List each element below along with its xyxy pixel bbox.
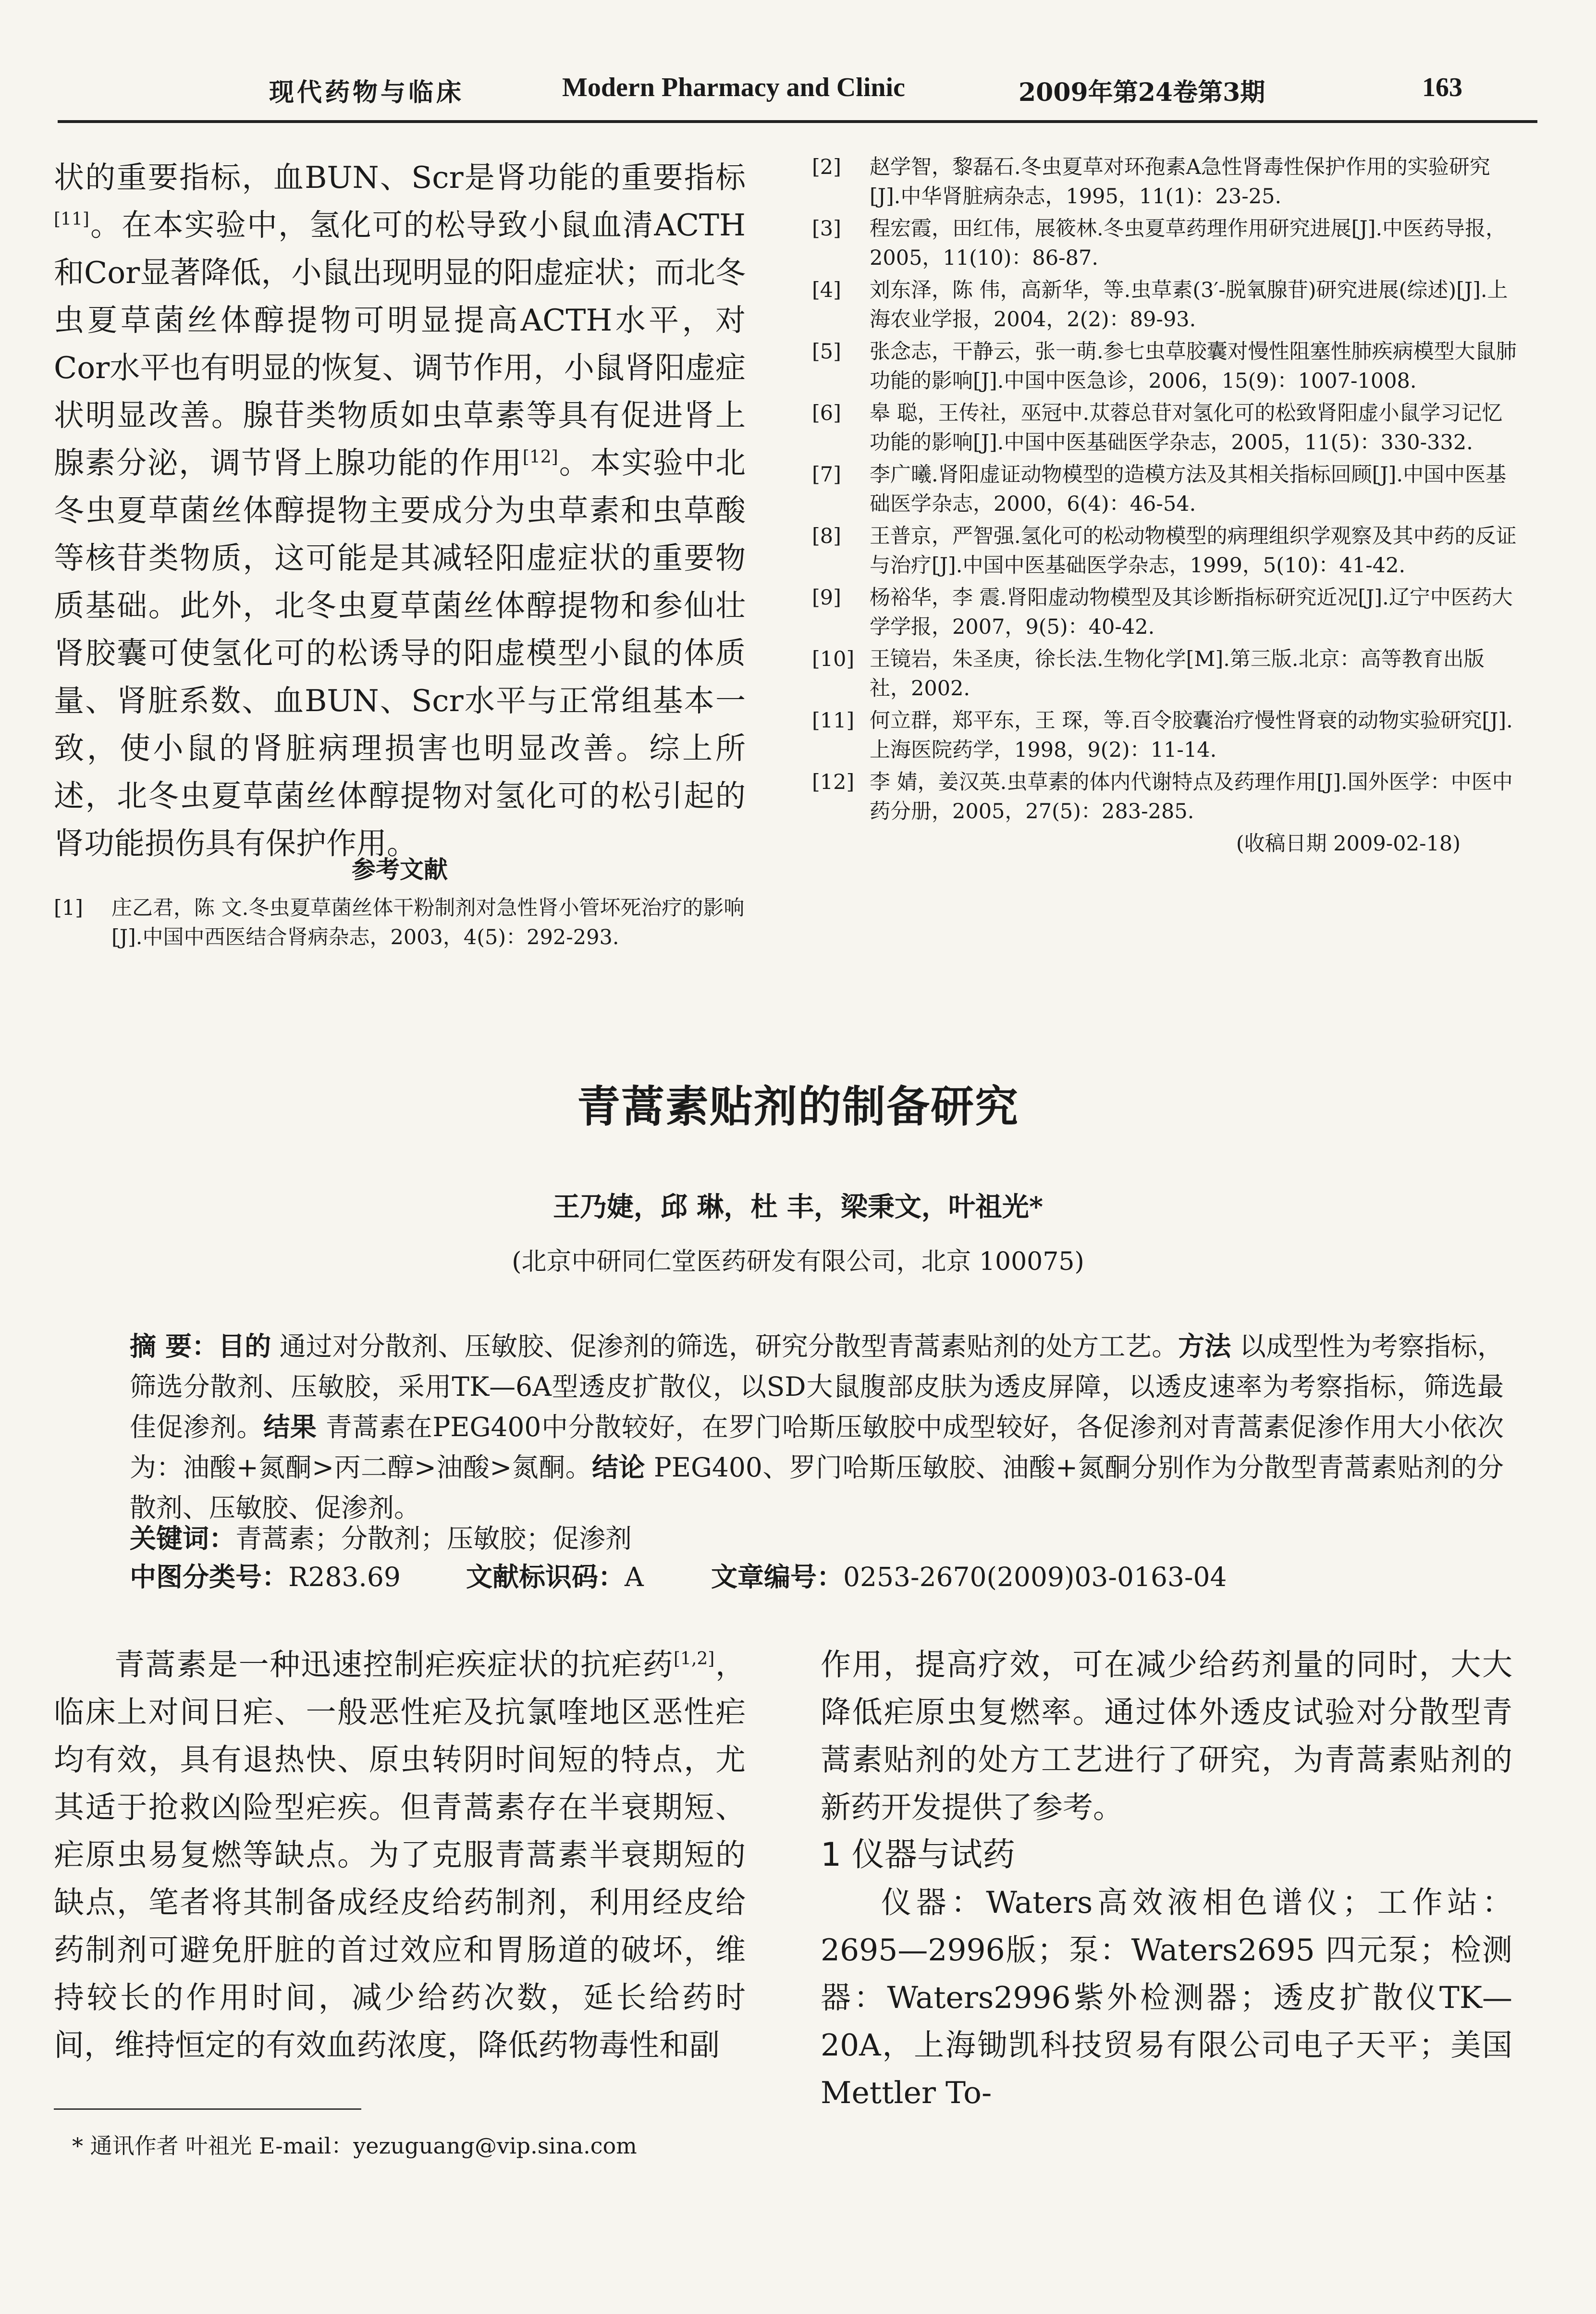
reference-item: [812, 276, 1518, 334]
abstract-objective: 通过对分散剂、压敏胶、促渗剂的筛选，研究分散型青蒿素贴剂的处方工艺。: [279, 1331, 1179, 1362]
reference-number: [10]: [812, 647, 855, 671]
section-paragraph: 仪器：Waters高效液相色谱仪；工作站：2695—2996版；泵：Waters2695 四元泵；检测器：Waters2996紫外检测器；透皮扩散仪TK—20A，上海锄凯科技贸易有限公司电子天平；美国Mettler To-: [821, 1885, 1512, 2110]
reference-text: 王镜岩，朱圣庚，徐长法.生物化学[M].第三版.北京：高等教育出版社，2002.: [870, 647, 1485, 701]
reference-number: [6]: [812, 401, 841, 425]
reference-item: [812, 460, 1518, 519]
intro-paragraph: [54, 1641, 746, 2069]
reference-item: [812, 337, 1518, 396]
abstract-result: 青蒿素在PEG400中分散较好，在罗门哈斯压敏胶中成型较好，各促渗剂对青蒿素促渗作用大小依次为：油酸+氮酮>丙二醇>油酸>氮酮。: [130, 1412, 1504, 1483]
reference-item: [812, 706, 1518, 765]
reference-number: [1]: [54, 896, 83, 920]
reference-text: 李广曦.肾阳虚证动物模型的造模方法及其相关指标回顾[J].中国中医基础医学杂志，2000，6(4)：46-54.: [870, 463, 1507, 516]
reference-number: [8]: [812, 524, 841, 548]
abstract-conclusion-label: 结论: [592, 1452, 645, 1483]
received-date: (收稿日期 2009-02-18): [1236, 832, 1461, 856]
abstract-label: 摘 要：: [130, 1331, 219, 1362]
article-body-right: [821, 1641, 1512, 2117]
reference-item: [812, 214, 1518, 273]
article-authors: 王乃婕，邱 琳，杜 丰，梁秉文，叶祖光*: [552, 1191, 1044, 1223]
article-body-left: [54, 1641, 746, 2069]
abstract-method-label: 方法: [1178, 1331, 1231, 1362]
citation-marker: [11]: [54, 209, 89, 229]
reference-item: [812, 583, 1518, 642]
abstract-method: 以成型性为考察指标，筛选分散剂、压敏胶，采用TK—6A型透皮扩散仪，以SD大鼠腹部皮肤为透皮屏障，以透皮速率为考察指标，筛选最佳促渗剂。: [130, 1331, 1504, 1442]
reference-number: [11]: [812, 709, 855, 733]
footnote-rule: [54, 2108, 361, 2110]
page-number: 163: [1422, 73, 1462, 102]
reference-number: [12]: [812, 770, 855, 794]
footnote: * 通讯作者 叶祖光 E-mail：yezuguang@vip.sina.com: [72, 2133, 637, 2159]
article-number-group: [711, 1558, 1227, 1596]
body-text: 。本实验中北冬虫夏草菌丝体醇提物主要成分为虫草素和虫草酸等核苷类物质，这可能是其减轻阳虚症状的重要物质基础。此外，北冬虫夏草菌丝体醇提物和参仙壮肾胶囊可使氢化可的松诱导的阳虚模型小鼠的体质量、肾脏系数、血BUN、Scr水平与正常组基本一致，使小鼠的肾脏病理损害也明显改善。综上所述，北冬虫夏草菌丝体醇提物对氢化可的松引起的肾功能损伤具有保护作用。: [54, 445, 746, 861]
body-text: 状的重要指标，血BUN、Scr是肾功能的重要指标: [54, 160, 746, 195]
reference-item: [54, 894, 746, 952]
reference-text: 庄乙君，陈 文.冬虫夏草菌丝体干粉制剂对急性肾小管坏死治疗的影响[J].中国中西医结合肾病杂志，2003，4(5)：292-293.: [111, 896, 745, 949]
reference-number: [3]: [812, 217, 841, 241]
reference-text: 何立群，郑平东，王 琛，等.百令胶囊治疗慢性肾衰的动物实验研究[J].上海医院药学，1998，9(2)：11-14.: [870, 709, 1513, 762]
intro-paragraph-cont: 作用，提高疗效，可在减少给药剂量的同时，大大降低疟原虫复燃率。通过体外透皮试验对分散型青蒿素贴剂的处方工艺进行了研究，为青蒿素贴剂的新药开发提供了参考。: [821, 1647, 1512, 1825]
doc-code-label: 文献标识码：: [466, 1562, 625, 1592]
reference-text: 刘东泽，陈 伟，高新华，等.虫草素(3′-脱氧腺苷)研究进展(综述)[J].上海农业学报，2004，2(2)：89-93.: [870, 278, 1508, 332]
body-text: 青蒿素是一种迅速控制疟疾症状的抗疟药: [114, 1647, 674, 1682]
section-heading: 1 仪器与试药: [821, 1836, 1015, 1874]
reference-text: 杨裕华，李 震.肾阳虚动物模型及其诊断指标研究近况[J].辽宁中医药大学学报，2007，9(5)：40-42.: [870, 586, 1513, 639]
clc-code: R283.69: [288, 1562, 401, 1592]
abstract-objective-label: 目的: [218, 1331, 271, 1362]
reference-text: 程宏霞，田红伟，展筱林.冬虫夏草药理作用研究进展[J].中医药导报，2005，11(10)：86-87.: [870, 217, 1507, 270]
reference-text: 皋 聪，王传社，巫冠中.苁蓉总苷对氢化可的松致肾阳虚小鼠学习记忆功能的影响[J].中国中医基础医学杂志，2005，11(5)：330-332.: [870, 401, 1503, 455]
clc-label: 中图分类号：: [130, 1562, 289, 1592]
reference-item: [812, 399, 1518, 457]
reference-list-right: [812, 153, 1518, 859]
reference-number: [9]: [812, 586, 841, 610]
citation-marker: [1,2]: [674, 1649, 715, 1669]
abstract-conclusion: PEG400、罗门哈斯压敏胶、油酸+氮酮分别作为分散型青蒿素贴剂的分散剂、压敏胶、促渗剂。: [130, 1452, 1504, 1523]
reference-number: [5]: [812, 340, 841, 364]
reference-text: 王普京，严智强.氢化可的松动物模型的病理组织学观察及其中药的反证与治疗[J].中国中医基础医学杂志，1999，5(10)：41-42.: [870, 524, 1517, 578]
article-title: 青蒿素贴剂的制备研究: [577, 1082, 1019, 1132]
reference-text: 张念志，干静云，张一萌.参七虫草胶囊对慢性阻塞性肺疾病模型大鼠肺功能的影响[J].中国中医急诊，2006，15(9)：1007-1008.: [870, 340, 1517, 393]
article-number: 0253-2670(2009)03-0163-04: [843, 1562, 1227, 1592]
reference-list-left: [54, 894, 746, 955]
running-header-journal-en: Modern Pharmacy and Clinic: [562, 73, 905, 102]
keywords-line: [130, 1519, 1504, 1558]
prev-article-paragraph: [54, 154, 746, 867]
reference-number: [7]: [812, 463, 841, 487]
reference-text: 赵学智，黎磊石.冬虫夏草对环孢素A急性肾毒性保护作用的实验研究[J].中华肾脏病杂志，1995，11(1)：23-25.: [870, 155, 1490, 209]
reference-item: [812, 153, 1518, 211]
running-header-issue: 2009年第24卷第3期: [1019, 78, 1265, 107]
reference-item: [812, 768, 1518, 826]
reference-number: [2]: [812, 155, 841, 179]
references-heading: 参考文献: [352, 855, 448, 884]
article-affiliation: (北京中研同仁堂医药研发有限公司，北京 100075): [512, 1247, 1084, 1276]
doc-code: A: [625, 1562, 644, 1592]
reference-item: [812, 645, 1518, 703]
abstract: [130, 1326, 1504, 1528]
citation-marker: [12]: [522, 447, 558, 467]
body-text: ，临床上对间日疟、一般恶性疟及抗氯喹地区恶性疟均有效，具有退热快、原虫转阴时间短的特点，尤其适于抢救凶险型疟疾。但青蒿素存在半衰期短、疟原虫易复燃等缺点。为了克服青蒿素半衰期短的缺点，笔者将其制备成经皮给药制剂，利用经皮给药制剂可避免肝脏的首过效应和胃肠道的破坏，维持较长的作用时间，减少给药次数，延长给药时间，维持恒定的有效血药浓度，降低药物毒性和副: [54, 1647, 746, 2063]
header-rule: [58, 120, 1537, 123]
abstract-text: [130, 1326, 1504, 1528]
abstract-result-label: 结果: [263, 1412, 317, 1442]
keywords-label: 关键词：: [130, 1523, 236, 1554]
doc-code-group: [466, 1558, 644, 1596]
clc-group: [130, 1558, 401, 1596]
article-number-label: 文章编号：: [711, 1562, 844, 1592]
keywords: 青蒿素；分散剂；压敏胶；促渗剂: [235, 1523, 632, 1554]
prev-article-body: [54, 154, 746, 867]
running-header-journal: 现代药物与临床: [269, 78, 465, 107]
reference-number: [4]: [812, 278, 841, 302]
reference-item: [812, 522, 1518, 580]
body-text: 。在本实验中，氢化可的松导致小鼠血清ACTH和Cor显著降低，小鼠出现明显的阳虚症状；而北冬虫夏草菌丝体醇提物可明显提高ACTH水平，对Cor水平也有明显的恢复、调节作用，小鼠肾阳虚症状明显改善。腺苷类物质如虫草素等具有促进肾上腺素分泌，调节肾上腺功能的作用: [54, 208, 746, 480]
reference-text: 李 婧，姜汉英.虫草素的体内代谢特点及药理作用[J].国外医学：中医中药分册，2005，27(5)：283-285.: [870, 770, 1513, 824]
